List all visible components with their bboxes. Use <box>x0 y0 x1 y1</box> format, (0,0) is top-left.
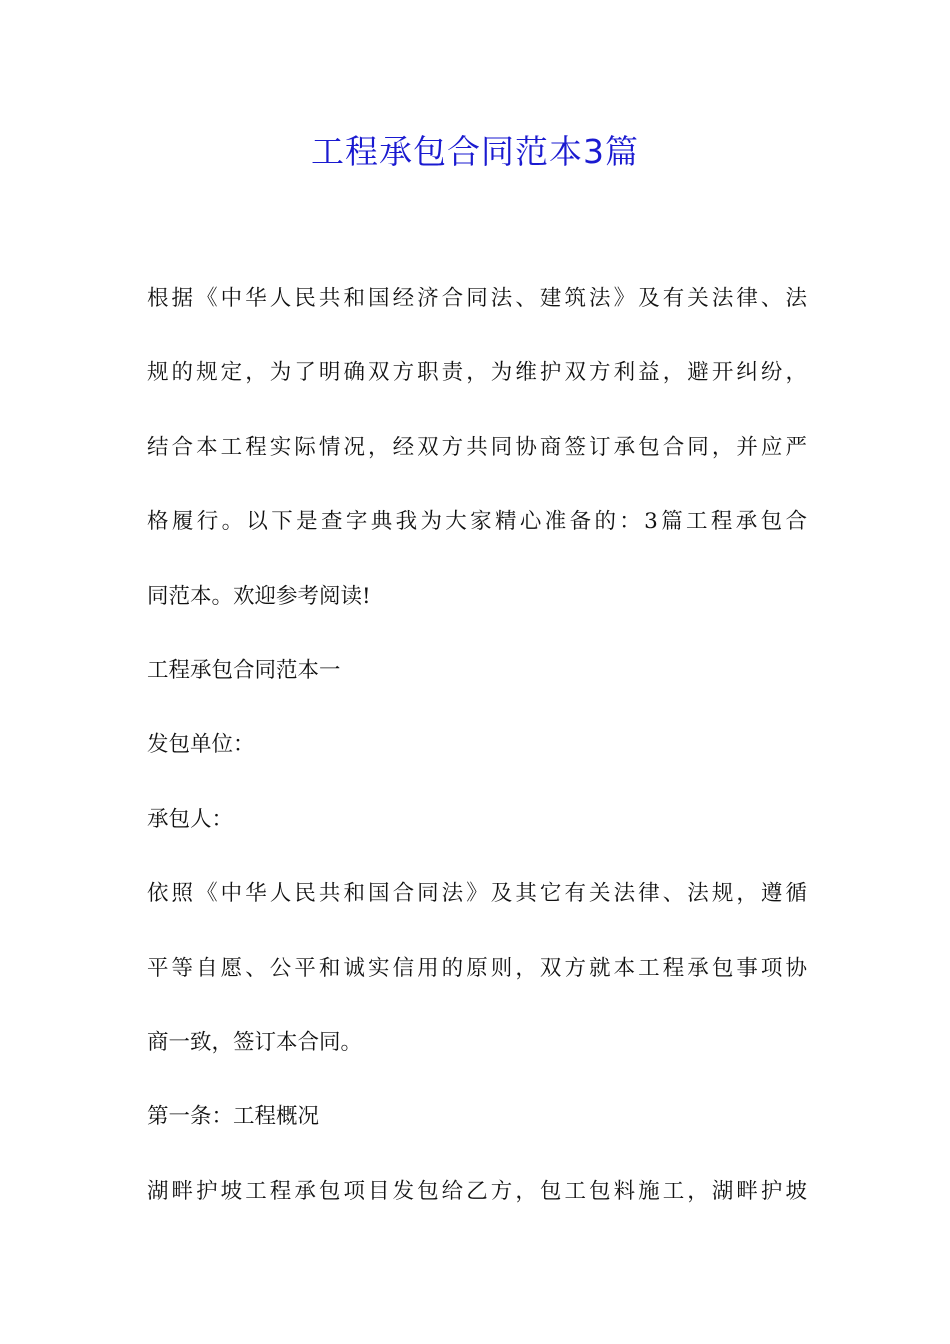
section-heading: 工程承包合同范本一 <box>147 657 341 683</box>
paragraph-line: 平等自愿、公平和诚实信用的原则，双方就本工程承包事项协 <box>147 955 807 981</box>
paragraph-line: 根据《中华人民共和国经济合同法、建筑法》及有关法律、法 <box>147 286 807 311</box>
document-body <box>147 262 807 1229</box>
paragraph-line: 规的规定，为了明确双方职责，为维护双方利益，避开纠纷， <box>147 360 807 386</box>
paragraph-line: 湖畔护坡工程承包项目发包给乙方，包工包料施工，湖畔护坡 <box>147 1178 807 1204</box>
paragraph-line: 依照《中华人民共和国合同法》及其它有关法律、法规，遵循 <box>147 881 807 907</box>
paragraph-line: 同范本。欢迎参考阅读! <box>147 583 371 609</box>
article-heading: 第一条：工程概况 <box>147 1104 320 1130</box>
paragraph-line: 格履行。以下是查字典我为大家精心准备的：3篇工程承包合 <box>147 509 807 535</box>
document-title: 工程承包合同范本3篇 <box>311 132 639 171</box>
field-label-issuer: 发包单位： <box>147 732 255 758</box>
paragraph-line: 结合本工程实际情况，经双方共同协商签订承包合同，并应严 <box>147 434 807 460</box>
paragraph-line: 商一致，签订本合同。 <box>147 1029 363 1055</box>
field-label-contractor: 承包人： <box>147 806 234 832</box>
